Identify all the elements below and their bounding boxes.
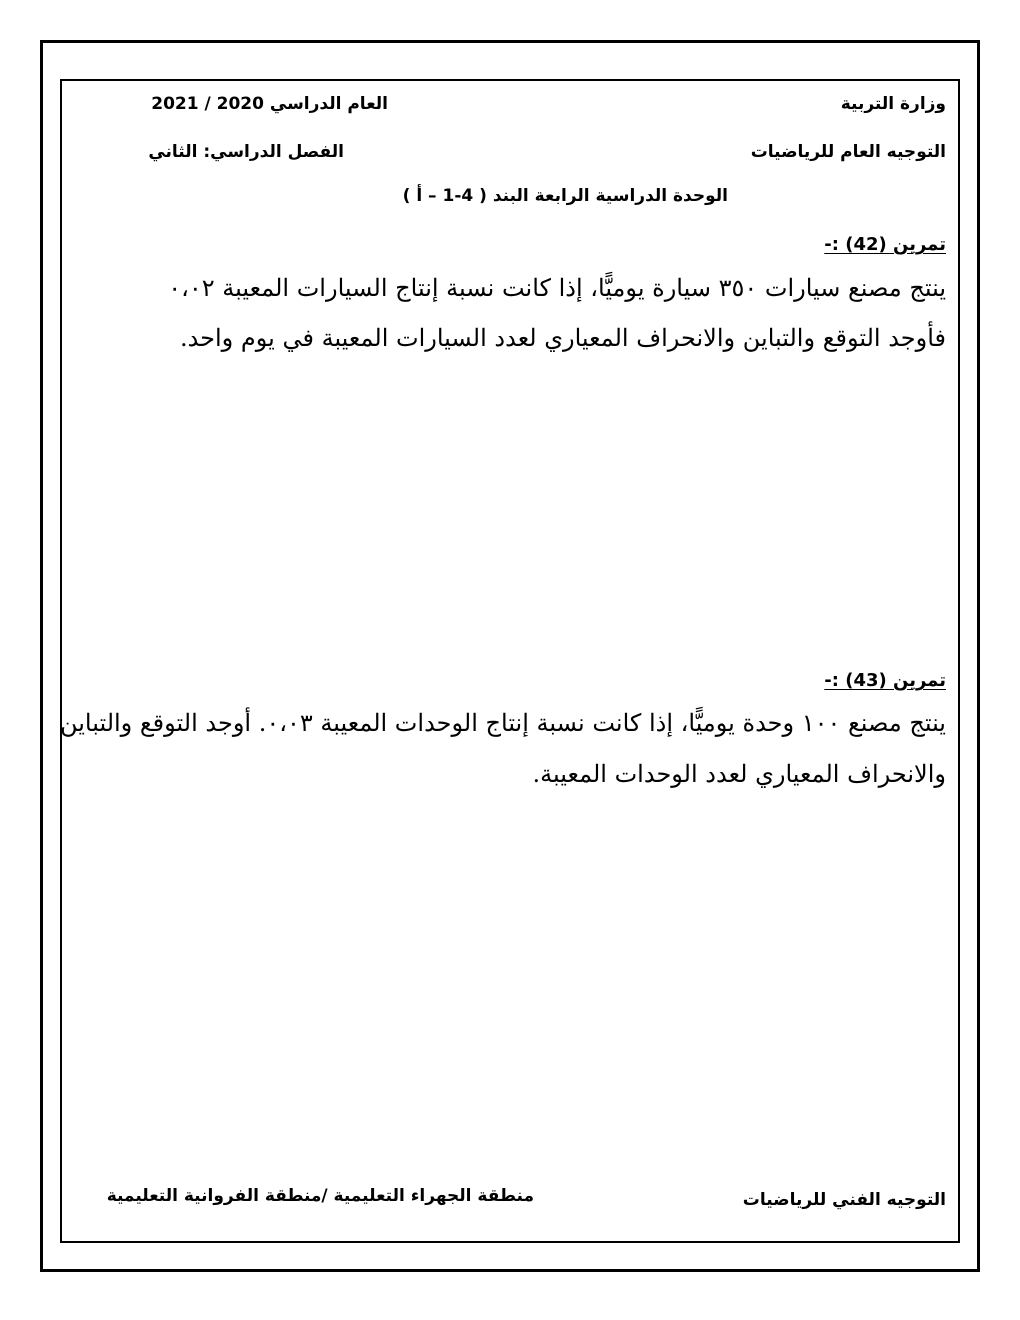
exercise-43-line-2: والانحراف المعياري لعدد الوحدات المعيبة.	[532, 760, 946, 788]
footer-regions: منطقة الجهراء التعليمية /منطقة الفروانية التعليمية	[106, 1186, 534, 1206]
exercise-42-line-1: ينتج مصنع سيارات ٣٥٠ سيارة يوميًّا، إذا كانت نسبة إنتاج السيارات المعيبة ٠،٠٢	[168, 274, 946, 302]
exercise-42-line-2: فأوجد التوقع والتباين والانحراف المعياري لعدد السيارات المعيبة في يوم واحد.	[179, 324, 946, 352]
academic-year: العام الدراسي 2020 / 2021	[151, 94, 388, 114]
exercise-43-title: تمرين (43) :-	[824, 670, 946, 691]
ministry-name: وزارة التربية	[840, 94, 946, 114]
semester: الفصل الدراسي: الثاني	[148, 142, 344, 162]
exercise-42-title: تمرين (42) :-	[824, 234, 946, 255]
directorate-name: التوجيه العام للرياضيات	[750, 142, 946, 162]
exercise-43-line-1: ينتج مصنع ١٠٠ وحدة يوميًّا، إذا كانت نسبة إنتاج الوحدات المعيبة ٠،٠٣. أوجد التوقع والتباين	[59, 709, 946, 737]
footer-directorate: التوجيه الفني للرياضيات	[742, 1190, 946, 1210]
unit-heading: الوحدة الدراسية الرابعة البند ( 4-1 – أ )	[402, 186, 728, 206]
